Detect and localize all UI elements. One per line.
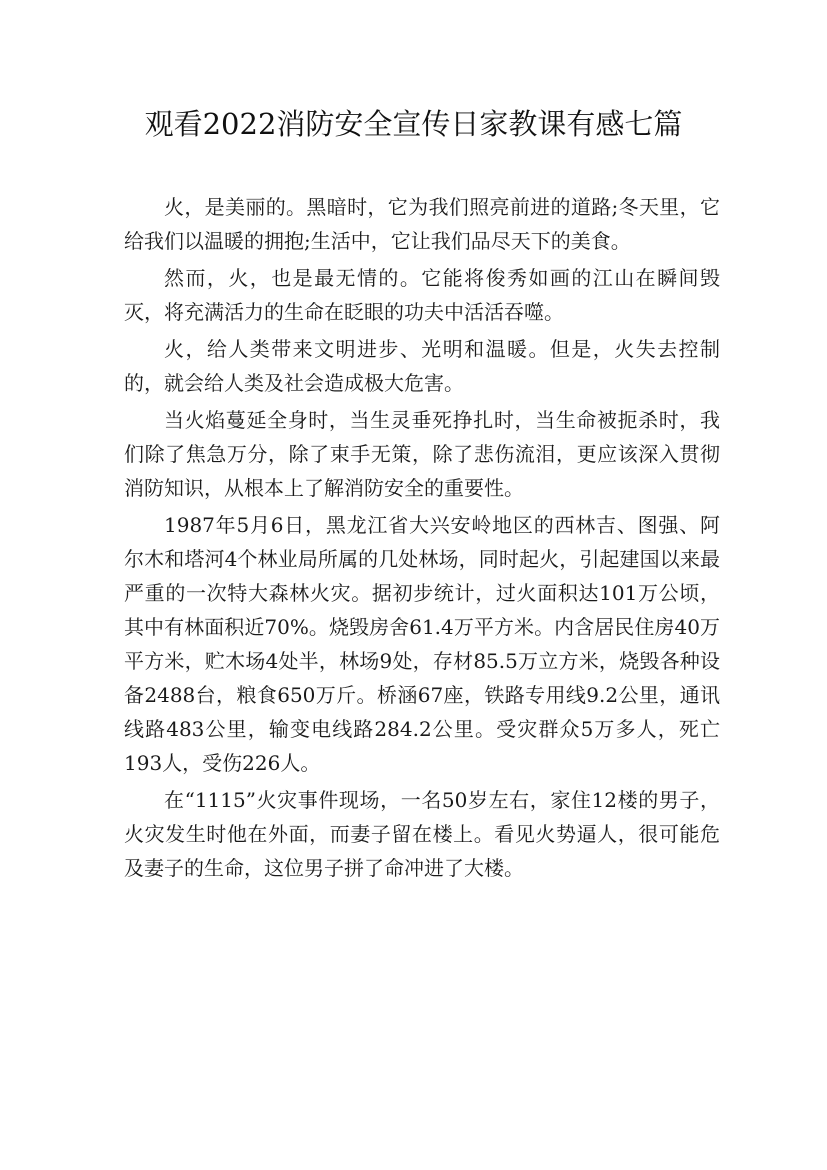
paragraph: 然而，火，也是最无情的。它能将俊秀如画的江山在瞬间毁灭，将充满活力的生命在眨眼的功夫中活活吞噬。	[124, 266, 720, 324]
document-title: 观看2022消防安全宣传日家教课有感七篇	[144, 107, 683, 141]
paragraph: 火，给人类带来文明进步、光明和温暖。但是，火失去控制的，就会给人类及社会造成极大危害。	[124, 337, 720, 395]
paragraph: 1987年5月6日，黑龙江省大兴安岭地区的西林吉、图强、阿尔木和塔河4个林业局所属的几处林场，同时起火，引起建国以来最严重的一次特大森林火灾。据初步统计，过火面积达101万公顷，其中有林面积近70%。烧毁房舍61.4万平方米。内含居民住房40万平方米，贮木场4处半，林场9处，存材85.5万立方米，烧毁各种设备2488台，粮食650万斤。桥涵67座，铁路专用线9.2公里，通讯线路483公里，输变电线路284.2公里。受灾群众5万多人，死亡193人，受伤226人。	[124, 513, 720, 775]
paragraph: 当火焰蔓延全身时，当生灵垂死挣扎时，当生命被扼杀时，我们除了焦急万分，除了束手无策，除了悲伤流泪，更应该深入贯彻消防知识，从根本上了解消防安全的重要性。	[124, 408, 720, 500]
document-body	[124, 190, 720, 888]
paragraph: 在“1115”火灾事件现场，一名50岁左右，家住12楼的男子，火灾发生时他在外面，而妻子留在楼上。看见火势逼人，很可能危及妻子的生命，这位男子拼了命冲进了大楼。	[124, 788, 720, 880]
paragraph: 火，是美丽的。黑暗时，它为我们照亮前进的道路;冬天里，它给我们以温暖的拥抱;生活中，它让我们品尽天下的美食。	[124, 195, 720, 253]
